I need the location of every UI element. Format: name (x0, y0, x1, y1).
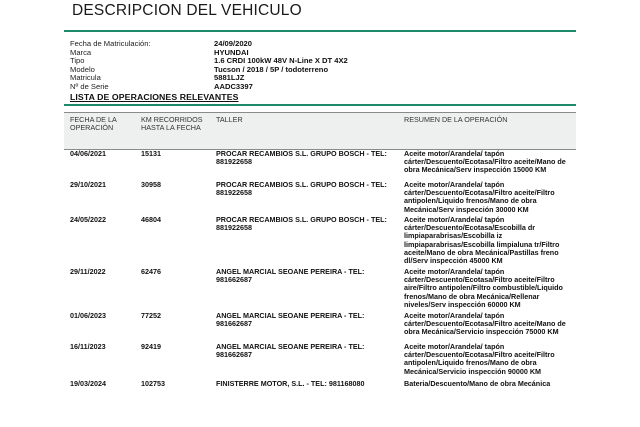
cell-shop: PROCAR RECAMBIOS S.L. GRUPO BOSCH - TEL: 881922658 (216, 180, 387, 198)
cell-shop: ANGEL MARCIAL SEOANE PEREIRA - TEL: 981662687 (216, 311, 365, 329)
cell-summary: Aceite motor/Arandela/ tapón cárter/Descuento/Ecotasa/Filtro aceite/Filtro aire/Filtro antipolen/Filtro combustible/Liquido frenos/Mano de obra Mecánica/Rellenar niveles/Serv inspección 60000 KM (404, 267, 563, 309)
divider-section (64, 104, 576, 106)
header-date: FECHA DE LA OPERACIÓN (70, 115, 117, 133)
cell-km: 77252 (141, 311, 161, 320)
cell-shop: ANGEL MARCIAL SEOANE PEREIRA - TEL: 981662687 (216, 267, 365, 285)
info-label: Marca (70, 47, 92, 57)
cell-km: 46804 (141, 215, 161, 224)
page-title: DESCRIPCION DEL VEHICULO (72, 2, 302, 19)
cell-shop: ANGEL MARCIAL SEOANE PEREIRA - TEL: 981662687 (216, 342, 365, 360)
info-value: HYUNDAI (214, 47, 249, 57)
cell-date: 16/11/2023 (70, 342, 106, 351)
cell-summary: Aceite motor/Arandela/ tapón cárter/Descuento/Ecotasa/Filtro aceite/Mano de obra Mecánica/Serv inspección 15000 KM (404, 149, 566, 175)
info-row-registration (70, 40, 348, 49)
cell-summary: Aceite motor/Arandela/ tapón cárter/Descuento/Ecotasa/Filtro aceite/Filtro antipolen/Liquido frenos/Mano de obra Mecánica/Serv inspección 30000 KM (404, 180, 555, 214)
info-label: Modelo (70, 64, 95, 74)
table-header (64, 112, 576, 150)
section-title: LISTA DE OPERACIONES RELEVANTES (70, 92, 239, 102)
cell-summary: Aceite motor/Arandela/ tapón cárter/Descuento/Ecotasa/Filtro aceite/Filtro antipolen/Liquido frenos/Mano de obra Mecánica/Servicio inspección 90000 KM (404, 342, 555, 376)
info-row-plate (70, 74, 348, 83)
cell-date: 29/10/2021 (70, 180, 106, 189)
header-summary: RESUMEN DE LA OPERACIÓN (404, 115, 508, 124)
info-label: Fecha de Matriculación: (70, 39, 151, 48)
cell-shop: FINISTERRE MOTOR, S.L. - TEL: 981168080 (216, 379, 365, 388)
info-value: 1.6 CRDI 100kW 48V N-Line X DT 4X2 (214, 56, 348, 66)
info-value: Tucson / 2018 / 5P / todoterreno (214, 64, 329, 74)
info-label: Matricula (70, 73, 101, 83)
header-shop: TALLER (216, 115, 243, 124)
cell-summary: Aceite motor/Arandela/ tapón cárter/Descuento/Ecotasa/Filtro aceite/Mano de obra Mecánica/Servicio inspección 75000 KM (404, 311, 566, 337)
cell-summary: Aceite motor/Arandela/ tapón cárter/Descuento/Ecotasa/Escobilla dr limpiaparabrisas/Escobilla iz limpiaparabrisas/Escobilla limpialuna tr/Filtro aceite/Mano de obra Mecánica/Pastillas freno dl/Serv inspección 45000 KM (404, 215, 560, 266)
cell-date: 01/06/2023 (70, 311, 106, 320)
info-value: 5881LJZ (214, 73, 245, 83)
cell-km: 102753 (141, 379, 165, 388)
info-row-model (70, 66, 348, 75)
cell-shop: PROCAR RECAMBIOS S.L. GRUPO BOSCH - TEL: 881922658 (216, 149, 387, 167)
divider-top (64, 30, 576, 32)
info-value: 24/09/2020 (214, 39, 253, 48)
cell-km: 62476 (141, 267, 161, 276)
cell-date: 19/03/2024 (70, 379, 106, 388)
cell-date: 29/11/2022 (70, 267, 106, 276)
info-row-serial (70, 83, 348, 92)
cell-date: 24/05/2022 (70, 215, 106, 224)
header-km: KM RECORRIDOS HASTA LA FECHA (141, 115, 203, 133)
vehicle-info (70, 40, 348, 92)
info-value: AADC3397 (214, 81, 253, 91)
info-label: Tipo (70, 56, 85, 66)
cell-shop: PROCAR RECAMBIOS S.L. GRUPO BOSCH - TEL: 881922658 (216, 215, 387, 233)
cell-summary: Bateria/Descuento/Mano de obra Mecánica (404, 379, 551, 388)
cell-km: 92419 (141, 342, 161, 351)
cell-km: 30958 (141, 180, 161, 189)
cell-km: 15131 (141, 149, 161, 158)
cell-date: 04/06/2021 (70, 149, 106, 158)
info-label: Nº de Serie (70, 81, 109, 91)
